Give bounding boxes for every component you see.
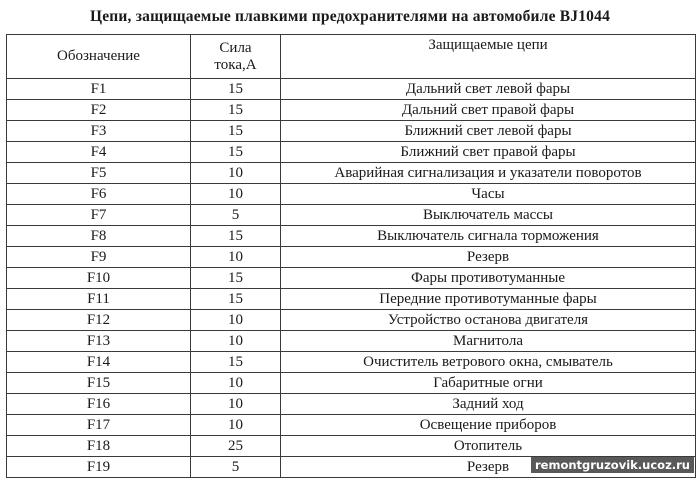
fuse-designation-cell: F1 [7,79,191,100]
fuse-designation-cell: F9 [7,247,191,268]
page-title: Цепи, защищаемые плавкими предохранителями на автомобиле BJ1044 [89,8,611,25]
fuse-designation-cell: F3 [7,121,191,142]
fuse-circuit-cell: Устройство останова двигателя [281,310,696,331]
header-designation: Обозначение [7,35,191,79]
fuse-circuit-cell: Резерв [281,247,696,268]
fuse-designation-cell: F8 [7,226,191,247]
table-row [7,184,696,205]
table-header-row [7,35,696,79]
table-row [7,163,696,184]
fuse-current-cell: 10 [191,163,281,184]
table-row [7,310,696,331]
table-row [7,100,696,121]
fuse-circuit-cell: Габаритные огни [281,373,696,394]
fuse-designation-cell: F10 [7,268,191,289]
fuse-designation-cell: F6 [7,184,191,205]
fuse-designation-cell: F17 [7,415,191,436]
table-row [7,394,696,415]
fuse-current-cell: 10 [191,415,281,436]
fuse-designation-cell: F14 [7,352,191,373]
fuse-current-cell: 10 [191,184,281,205]
fuse-designation-cell: F16 [7,394,191,415]
table-row [7,142,696,163]
fuse-table [6,34,696,478]
fuse-designation-cell: F18 [7,436,191,457]
fuse-current-cell: 5 [191,457,281,478]
header-current-line1: Сила [219,39,252,56]
fuse-current-cell: 15 [191,289,281,310]
fuse-current-cell: 25 [191,436,281,457]
fuse-circuit-cell: Фары противотуманные [281,268,696,289]
fuse-designation-cell: F7 [7,205,191,226]
fuse-circuit-cell: Отопитель [281,436,696,457]
fuse-current-cell: 15 [191,100,281,121]
fuse-circuit-cell: Дальний свет левой фары [281,79,696,100]
fuse-designation-cell: F13 [7,331,191,352]
fuse-current-cell: 15 [191,79,281,100]
fuse-circuit-cell: Магнитола [281,331,696,352]
fuse-circuit-cell: Ближний свет правой фары [281,142,696,163]
header-current-line2: тока,А [214,56,257,73]
table-row [7,79,696,100]
fuse-designation-cell: F4 [7,142,191,163]
fuse-designation-cell: F15 [7,373,191,394]
fuse-current-cell: 15 [191,142,281,163]
fuse-circuit-cell: Очиститель ветрового окна, смыватель [281,352,696,373]
fuse-circuit-cell: Освещение приборов [281,415,696,436]
table-row [7,268,696,289]
fuse-current-cell: 10 [191,247,281,268]
fuse-circuit-cell: Резерв [281,457,696,478]
fuse-circuit-cell: Задний ход [281,394,696,415]
fuse-circuit-cell: Выключатель сигнала торможения [281,226,696,247]
fuse-table-body [7,79,696,478]
fuse-designation-cell: F5 [7,163,191,184]
fuse-current-cell: 10 [191,331,281,352]
fuse-circuit-cell: Часы [281,184,696,205]
table-row [7,436,696,457]
fuse-current-cell: 15 [191,226,281,247]
fuse-circuit-cell: Дальний свет правой фары [281,100,696,121]
fuse-circuit-cell: Выключатель массы [281,205,696,226]
table-row [7,205,696,226]
fuse-circuit-cell: Аварийная сигнализация и указатели поворотов [281,163,696,184]
table-row [7,121,696,142]
fuse-designation-cell: F12 [7,310,191,331]
fuse-current-cell: 15 [191,121,281,142]
table-row [7,289,696,310]
table-row [7,415,696,436]
fuse-circuit-cell: Ближний свет левой фары [281,121,696,142]
fuse-designation-cell: F2 [7,100,191,121]
fuse-current-cell: 15 [191,268,281,289]
table-row [7,247,696,268]
fuse-designation-cell: F19 [7,457,191,478]
header-current [191,35,281,79]
fuse-current-cell: 15 [191,352,281,373]
header-circuits: Защищаемые цепи [281,35,696,79]
fuse-designation-cell: F11 [7,289,191,310]
table-row [7,331,696,352]
fuse-current-cell: 10 [191,394,281,415]
fuse-current-cell: 5 [191,205,281,226]
fuse-current-cell: 10 [191,373,281,394]
fuse-circuit-cell: Передние противотуманные фары [281,289,696,310]
table-row [7,373,696,394]
fuse-current-cell: 10 [191,310,281,331]
table-row [7,352,696,373]
table-row [7,226,696,247]
watermark: remontgruzovik.ucoz.ru [531,457,694,473]
